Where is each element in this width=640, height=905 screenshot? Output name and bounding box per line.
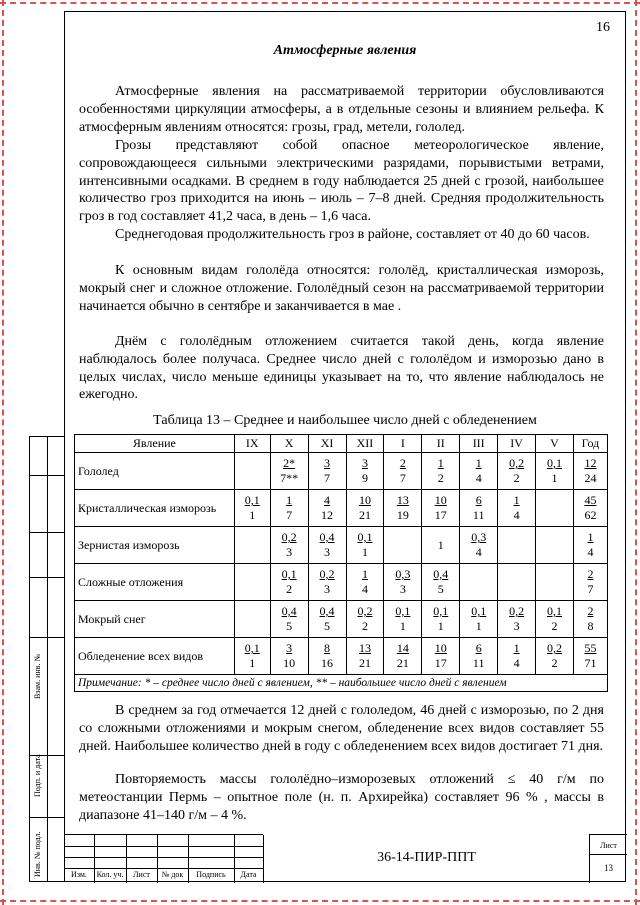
cell-max-value: 16 [321,656,334,670]
header-month-xii: XII [346,435,384,453]
cell-max-value: 21 [358,656,371,670]
page-number: 16 [596,20,610,35]
table-cell [308,564,346,601]
cell-max-value: 1 [249,508,256,522]
sheet-number: 13 [604,863,613,873]
cell-max-value: 8 [587,619,594,633]
table-row [75,601,608,638]
cell-average-value: 0,4 [319,530,335,544]
paragraph-icing-types: К основным видам гололёда относятся: гололёд, кристаллическая изморозь, мокрый снег и сложное отложение. Гололёдный сезон на рассматриваемой территории начинается обычно в сентябре и заканчивается в мае . [79,263,604,314]
table-cell [270,601,308,638]
table-cell [270,490,308,527]
sheet-box [589,834,627,883]
icing-days-table [74,434,608,692]
table-cell [346,490,384,527]
row-phenomenon-name: Кристаллическая изморозь [75,490,235,527]
table-cell [270,527,308,564]
table-row [75,638,608,675]
cell-average-value: 0,1 [433,604,449,618]
cell-max-value: 2 [551,619,558,633]
cell-average-value: 10 [434,641,447,655]
cell-average-value: 1 [475,456,482,470]
cell-max-value: 3 [513,619,520,633]
table-cell [422,490,460,527]
section-title: Атмосферные явления [273,43,417,58]
table-cell [498,601,536,638]
page-dashed-border-top [0,2,640,4]
cell-average-value: 45 [584,493,597,507]
table-cell [422,638,460,675]
cell-average-value: 1 [286,493,293,507]
table-cell [270,453,308,490]
table-cell [460,564,498,601]
cell-average-value: 12 [584,456,597,470]
cell-max-value: 7 [286,508,293,522]
header-month-iii: III [460,435,498,453]
cell-max-value: 11 [472,656,485,670]
row-phenomenon-name: Гололед [75,453,235,490]
inv-podl-label: Инв. № подл. [33,831,42,877]
table-cell [460,601,498,638]
cell-average-value: 0,1 [547,604,562,618]
cell-max-value: 4 [361,582,368,596]
table-cell [422,453,460,490]
table-cell [422,564,460,601]
cell-max-value: 4 [475,471,482,485]
cell-average-value: 0,4 [281,604,297,618]
table-cell [536,490,574,527]
title-block [64,834,626,882]
table-cell [234,453,270,490]
cell-average-value: 2 [587,567,594,581]
paragraph-deposit-mass: Повторяемость массы гололёдно–изморозевых отложений ≤ 40 г/м по метеостанции Пермь – опытное поле (н. п. Архирейка) составляет 96 % , массы в диапазоне 41–140 г/м – 4 %. [79,772,604,823]
cell-max-value: 1 [437,619,444,633]
table-cell [573,601,607,638]
cell-average-value: 1 [513,493,520,507]
cell-average-value: 0,3 [471,530,487,544]
cell-max-value: 1 [361,545,368,559]
cell-average-value: 0,1 [395,604,411,618]
stamp-label-date: Дата [240,870,257,879]
table-cell [384,490,422,527]
cell-average-value: 0,2 [319,567,335,581]
cell-average-value: 0,1 [244,493,260,507]
header-year: Год [573,435,607,453]
cell-average-value: 2 [587,604,594,618]
cell-max-value: 1 [249,656,256,670]
table-cell [308,527,346,564]
table-cell [498,453,536,490]
table-cell [308,453,346,490]
table-cell [498,490,536,527]
table-cell [308,601,346,638]
cell-average-value: 1 [437,456,444,470]
table-cell [234,490,270,527]
table-cell [536,601,574,638]
cell-average-value: 0,3 [395,567,411,581]
table-cell [270,564,308,601]
cell-average-value: 0,2 [509,456,525,470]
cell-average-value: 13 [396,493,409,507]
cell-average-value: 1 [361,567,368,581]
cell-max-value: 21 [358,508,371,522]
table-note: Примечание: * – среднее число дней с явлением, ** – наибольшее число дней с явлением [75,675,608,692]
cell-max-value: 7 [324,471,331,485]
cell-average-value: 1 [513,641,520,655]
row-phenomenon-name: Зернистая изморозь [75,527,235,564]
table-row [75,527,608,564]
cell-average-value: 0,1 [244,641,260,655]
cell-average-value: 0,4 [433,567,449,581]
cell-max-value: 17 [434,656,447,670]
paragraph-intro: Атмосферные явления на рассматриваемой территории обусловливаются особенностями циркуляции атмосферы, а в отдельные сезоны и влиянием рельефа. К атмосферным явлениям относятся: грозы, град, метели, гололед. [79,84,604,135]
table-cell [422,527,460,564]
vzam-inv-label: Взам. инв. № [33,653,42,699]
table-cell [498,527,536,564]
table-cell [460,638,498,675]
podp-data-label: Подп. и дата [33,754,42,797]
header-month-iv: IV [498,435,536,453]
cell-max-value: 4 [513,656,520,670]
page-dashed-border-left [2,0,4,905]
table-cell [573,527,607,564]
cell-average-value: 0,1 [547,456,562,470]
row-phenomenon-name: Обледенение всех видов [75,638,235,675]
cell-average-value: 1 [587,530,594,544]
table-cell [234,564,270,601]
table-cell [384,453,422,490]
table-cell [346,564,384,601]
cell-max-value: 7** [280,471,299,485]
table-cell [346,601,384,638]
table-note-row [75,675,608,692]
table-cell [460,490,498,527]
cell-max-value: 3 [399,582,406,596]
cell-max-value: 2 [513,471,520,485]
cell-average-value: 0,1 [281,567,297,581]
table-cell [573,453,607,490]
table-cell [308,638,346,675]
stamp-label-signature: Подпись [196,870,226,879]
table-caption: Таблица 13 – Среднее и наибольшее число дней с обледенением [153,413,537,428]
cell-max-value: 10 [283,656,296,670]
table-cell [460,453,498,490]
cell-max-value: 1 [475,619,482,633]
cell-max-value: 7 [587,582,594,596]
cell-max-value: 3 [324,582,331,596]
header-month-ix: IX [234,435,270,453]
cell-average-value: 3 [361,456,368,470]
paragraph-storm-duration: Среднегодовая продолжительность гроз в районе, составляет от 40 до 60 часов. [115,227,590,242]
table-row [75,453,608,490]
table-cell [384,564,422,601]
table-cell [498,638,536,675]
table-cell [384,527,422,564]
cell-max-value: 1 [437,537,444,552]
header-month-x: X [270,435,308,453]
cell-max-value: 5 [437,582,444,596]
cell-max-value: 5 [324,619,331,633]
header-month-i: I [384,435,422,453]
cell-max-value: 11 [472,508,485,522]
cell-average-value: 3 [286,641,293,655]
table-cell [573,638,607,675]
table-cell [234,527,270,564]
table-cell [573,490,607,527]
table-cell [346,453,384,490]
cell-max-value: 71 [584,656,597,670]
cell-max-value: 3 [324,545,331,559]
cell-max-value: 2 [551,656,558,670]
table-cell [384,638,422,675]
table-cell [460,527,498,564]
cell-max-value: 7 [399,471,406,485]
cell-max-value: 4 [587,545,594,559]
table-cell [346,638,384,675]
row-phenomenon-name: Мокрый снег [75,601,235,638]
cell-average-value: 4 [324,493,331,507]
cell-max-value: 1 [551,471,558,485]
binding-strip-divider [47,437,48,881]
document-code: 36-14-ПИР-ППТ [377,850,476,865]
cell-average-value: 6 [475,641,482,655]
cell-average-value: 10 [434,493,447,507]
cell-max-value: 9 [361,471,368,485]
cell-average-value: 0,2 [281,530,297,544]
cell-average-value: 0,1 [357,530,373,544]
cell-average-value: 6 [475,493,482,507]
header-month-ii: II [422,435,460,453]
table-cell [536,638,574,675]
cell-max-value: 19 [396,508,409,522]
table-cell [536,453,574,490]
page-dashed-border-bottom [0,900,640,902]
cell-average-value: 14 [396,641,409,655]
cell-average-value: 8 [324,641,331,655]
table-cell [384,601,422,638]
stamp-label-list: Лист [133,870,150,879]
cell-average-value: 0,2 [509,604,525,618]
cell-max-value: 62 [584,508,597,522]
table-row [75,490,608,527]
table-cell [308,490,346,527]
header-month-xi: XI [308,435,346,453]
cell-max-value: 1 [399,619,406,633]
table-cell [536,564,574,601]
paragraph-summary: В среднем за год отмечается 12 дней с гололедом, 46 дней с изморозью, по 2 дня со сложными отложениями и мокрым снегом, обледенение всех видов составляет 55 дней. Наибольшее количество дней в году с обледенением всех видов достигает 71 дня. [79,703,604,754]
cell-max-value: 2 [286,582,293,596]
row-phenomenon-name: Сложные отложения [75,564,235,601]
paragraph-icing-day: Днём с гололёдным отложением считается такой день, когда явление наблюдалось более получаса. Среднее число дней с гололёдом и изморозью дано в целых числах, число меньше единицы указывает на то, что явление наблюдалось не ежегодно. [79,334,604,403]
cell-average-value: 2* [283,456,296,470]
stamp-label-kol-uch: Кол. уч. [96,870,124,879]
cell-average-value: 55 [584,641,597,655]
table-cell [234,638,270,675]
table-row [75,564,608,601]
table-cell [573,564,607,601]
cell-max-value: 2 [437,471,444,485]
cell-max-value: 4 [475,545,482,559]
table-cell [498,564,536,601]
sheet-label: Лист [600,841,617,850]
header-phenomenon: Явление [75,435,235,453]
cell-average-value: 2 [399,456,406,470]
cell-max-value: 17 [434,508,447,522]
table-cell [270,638,308,675]
cell-max-value: 12 [321,508,334,522]
cell-average-value: 0,1 [471,604,487,618]
stamp-label-izm: Изм. [71,870,87,879]
cell-max-value: 3 [286,545,293,559]
table-cell [346,527,384,564]
table-cell [234,601,270,638]
header-month-v: V [536,435,574,453]
cell-max-value: 24 [584,471,597,485]
page-dashed-border-right [635,0,637,905]
cell-max-value: 5 [286,619,293,633]
table-cell [536,527,574,564]
table-header-row [75,435,608,453]
cell-average-value: 10 [358,493,371,507]
cell-average-value: 0,2 [357,604,373,618]
revision-grid [64,834,263,883]
cell-average-value: 0,4 [319,604,335,618]
stamp-label-doc-no: № док [161,870,184,879]
cell-max-value: 4 [513,508,520,522]
cell-average-value: 13 [358,641,371,655]
cell-max-value: 2 [361,619,368,633]
table-cell [422,601,460,638]
paragraph-thunderstorms: Грозы представляют собой опасное метеорологическое явление, сопровождающееся сильными электрическими разрядами, порывистыми ветрами, интенсивными осадками. В среднем в году наблюдается 25 дней с грозой, наибольшее количество гроз приходится на июнь – июль – 7–8 дней. Средняя продолжительность гроз в год составляет 41,2 часа, в день – 1,6 часа. [79,138,604,225]
cell-average-value: 0,2 [547,641,562,655]
cell-max-value: 21 [396,656,409,670]
binding-strip [29,436,64,882]
cell-average-value: 3 [324,456,331,470]
